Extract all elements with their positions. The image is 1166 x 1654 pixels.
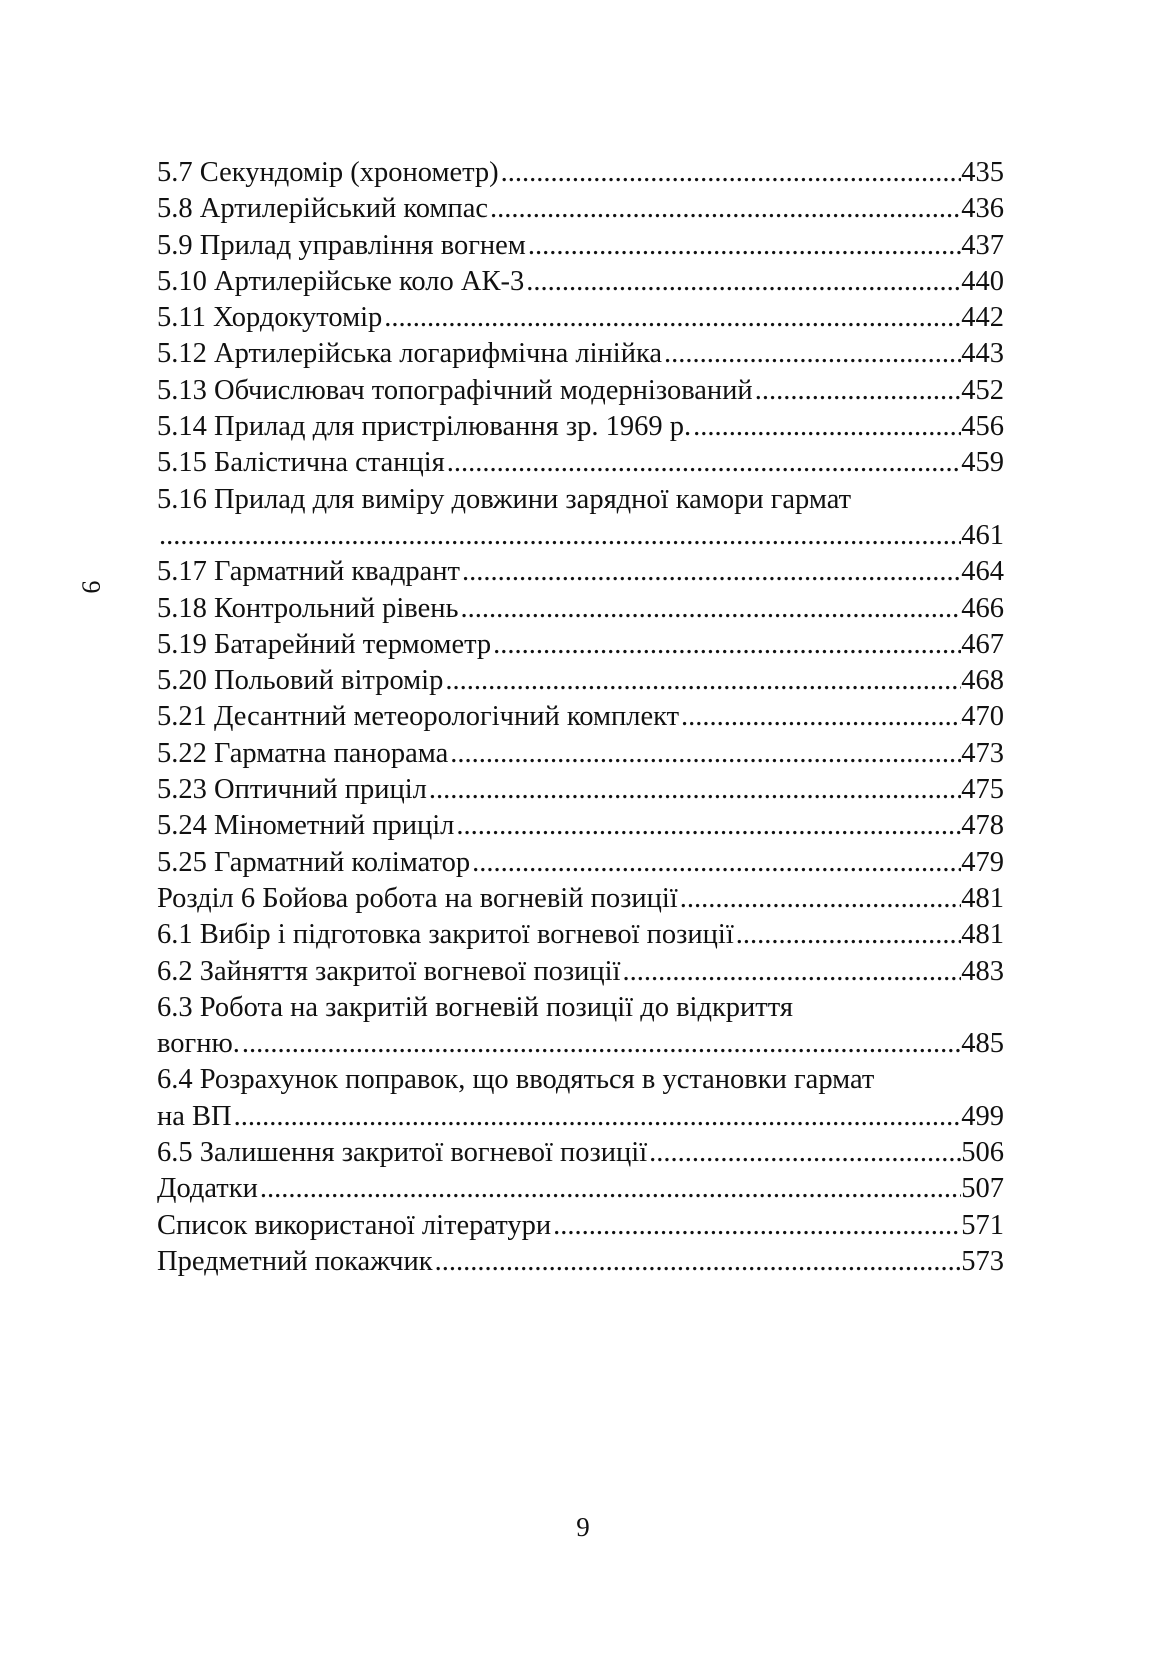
toc-entry-title: Розділ 6 Бойова робота на вогневій позиції [157,882,678,914]
toc-entry-title: 5.14 Прилад для пристрілювання зр. 1969 р. [157,411,692,443]
leader-dots [524,264,961,300]
leader-dots [448,736,961,772]
toc-entry[interactable] [157,881,1004,917]
toc-entry-page: 442 [961,302,1004,334]
leader-dots [499,155,962,191]
leader-dots [647,1135,961,1171]
leader-dots [551,1208,961,1244]
toc-entry-title: 5.22 Гарматна панорама [157,737,449,769]
leader-dots [382,300,961,336]
toc-entry[interactable] [157,228,1004,264]
toc-entry-title: Список використаної літератури [157,1209,552,1241]
toc-entry-continuation [157,518,1004,554]
leader-dots [433,1244,962,1280]
leader-dots [526,228,961,264]
toc-entry-title: 5.18 Контрольний рівень [157,592,459,624]
toc-entry-page: 573 [961,1245,1004,1277]
toc-entry-title: 5.11 Хордокутомір [157,302,383,334]
toc-entry-continuation [157,1099,1004,1135]
toc-entry-page: 473 [961,737,1004,769]
toc-entry-page: 481 [961,919,1004,951]
side-page-number: 9 [76,580,106,594]
toc-entry-title: 5.16 Прилад для виміру довжини зарядної камори гармат [157,483,852,515]
leader-dots [460,554,961,590]
toc-entry-title: 5.23 Оптичний приціл [157,774,427,806]
toc-entry[interactable] [157,482,1004,555]
leader-dots [240,1026,961,1062]
toc-entry[interactable] [157,954,1004,990]
toc-entry-page: 466 [961,592,1004,624]
toc-entry[interactable] [157,990,1004,1063]
toc-entry-page: 435 [961,157,1004,188]
toc-entry-page: 481 [961,882,1004,914]
toc-entry[interactable] [157,917,1004,953]
toc-entry[interactable] [157,772,1004,808]
toc-entry-title: 5.17 Гарматний квадрант [157,556,461,588]
leader-dots [678,881,962,917]
toc-entry[interactable] [157,1062,1004,1135]
leader-dots [620,954,961,990]
toc-entry[interactable] [157,264,1004,300]
toc-entry[interactable] [157,155,1004,191]
toc-entry-title: Предметний покажчик [157,1245,433,1277]
toc-entry-page: 459 [961,447,1004,479]
toc-entry-title: 5.25 Гарматний коліматор [157,846,471,878]
toc-entry[interactable] [157,591,1004,627]
toc-entry-title: 5.12 Артилерійська логарифмічна лінійка [157,338,663,370]
leader-dots [662,336,961,372]
toc-entry-page: 499 [961,1100,1004,1132]
toc-entry-page: 467 [961,628,1004,660]
toc-entry[interactable] [157,627,1004,663]
toc-entry-title: 5.9 Прилад управління вогнем [157,229,526,261]
leader-dots [488,191,961,227]
toc-entry[interactable] [157,409,1004,445]
toc-entry[interactable] [157,445,1004,481]
toc-entry-page: 461 [961,519,1004,551]
toc-entry-page: 452 [961,374,1004,406]
leader-dots [445,445,961,481]
toc-entry-page: 470 [961,701,1004,733]
toc-entry-title: 5.15 Балістична станція [157,447,445,479]
toc-entry[interactable] [157,699,1004,735]
toc-entry-title: Додатки [157,1173,258,1205]
toc-entry-page: 440 [961,265,1004,297]
toc-entry[interactable] [157,191,1004,227]
toc-entry[interactable] [157,554,1004,590]
toc-entry-page: 507 [961,1173,1004,1205]
toc-entry-title: 5.20 Польовий вітромір [157,665,444,697]
toc-entry[interactable] [157,736,1004,772]
leader-dots [734,917,962,953]
toc-entry-page: 436 [961,193,1004,225]
leader-dots [443,663,961,699]
leader-dots [157,518,961,554]
toc-entry-page: 464 [961,556,1004,588]
footer-page-number: 9 [576,1512,590,1542]
toc-entry-title: 6.2 Зайняття закритої вогневої позиції [157,955,621,987]
leader-dots [258,1171,961,1207]
toc-entry-page: 483 [961,955,1004,987]
toc-entry-title: 6.5 Залишення закритої вогневої позиції [157,1137,648,1169]
toc-entry-title: 5.24 Мінометний приціл [157,810,455,842]
leader-dots [691,409,961,445]
leader-dots [491,627,961,663]
toc-entry-page: 506 [961,1137,1004,1169]
toc-entry[interactable] [157,845,1004,881]
table-of-contents [157,155,1004,1280]
toc-entry-page: 468 [961,665,1004,697]
toc-entry[interactable] [157,336,1004,372]
toc-entry[interactable] [157,1208,1004,1244]
leader-dots [470,845,961,881]
toc-entry[interactable] [157,808,1004,844]
toc-entry-title: 5.8 Артилерійський компас [157,193,489,225]
leader-dots [753,373,962,409]
toc-entry[interactable] [157,1135,1004,1171]
toc-entry-title: 5.7 Секундомір (хронометр) [157,157,499,188]
leader-dots [232,1099,962,1135]
toc-entry-title: 6.1 Вибір і підготовка закритої вогневої позиції [157,919,734,951]
toc-entry[interactable] [157,300,1004,336]
toc-entry-page: 478 [961,810,1004,842]
toc-entry-page: 571 [961,1209,1004,1241]
toc-entry[interactable] [157,1244,1004,1280]
toc-entry-page: 437 [961,229,1004,261]
toc-entry[interactable] [157,373,1004,409]
toc-entry-title-continued: на ВП [157,1100,232,1132]
toc-entry-page: 443 [961,338,1004,370]
toc-entry-title-continued: вогню. [157,1028,240,1060]
toc-entry-page: 485 [961,1028,1004,1060]
leader-dots [427,772,961,808]
toc-entry-title: 5.19 Батарейний термометр [157,628,492,660]
toc-entry[interactable] [157,663,1004,699]
leader-dots [454,808,961,844]
toc-entry-continuation [157,1026,1004,1062]
toc-entry-page: 479 [961,846,1004,878]
leader-dots [679,699,961,735]
leader-dots [458,591,961,627]
toc-entry-title: 5.10 Артилерійське коло АК-3 [157,265,525,297]
toc-entry-title: 5.21 Десантний метеорологічний комплект [157,701,680,733]
toc-entry-page: 475 [961,774,1004,806]
toc-entry-title: 5.13 Обчислювач топографічний модернізований [157,374,753,406]
toc-entry-title: 6.4 Розрахунок поправок, що вводяться в установки гармат [157,1064,875,1096]
toc-entry[interactable] [157,1171,1004,1207]
toc-entry-page: 456 [961,411,1004,443]
toc-entry-title: 6.3 Робота на закритій вогневій позиції до відкриття [157,991,793,1023]
